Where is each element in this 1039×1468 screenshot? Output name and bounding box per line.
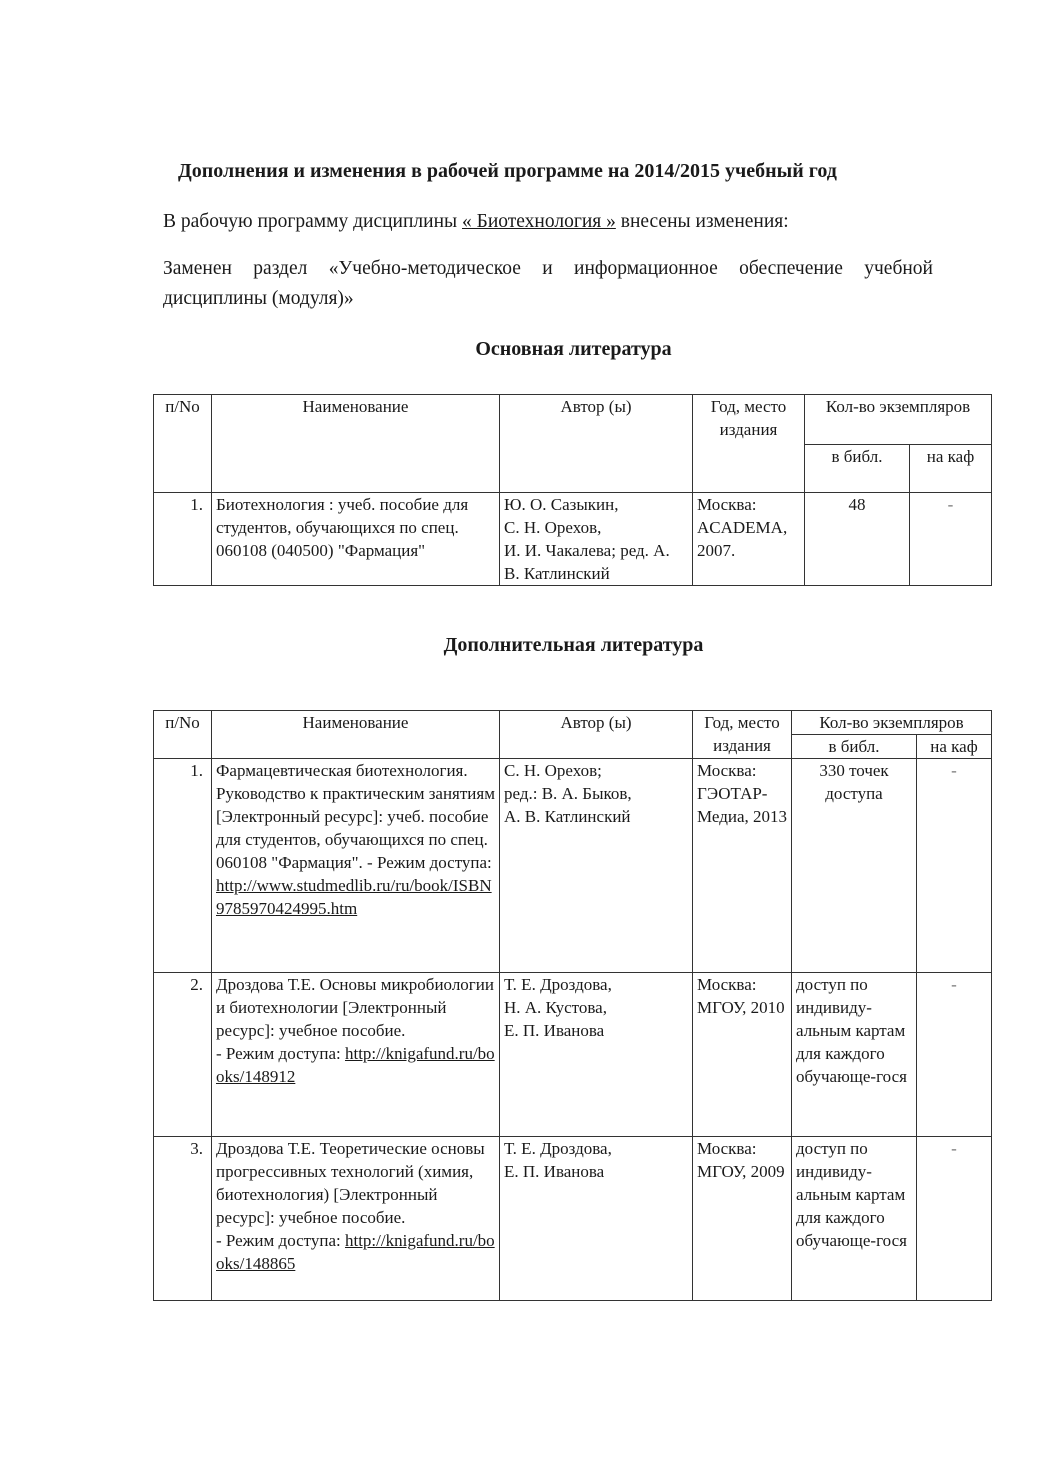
header-author: Автор (ы) [500, 395, 693, 493]
row-link[interactable]: http://www.studmedlib.ru/ru/book/ISBN9785970424995.htm [216, 876, 492, 918]
row-name-text: Дроздова Т.Е. Основы микробиологии и биотехнологии [Электронный ресурс]: учебное пособие. - Режим доступа: [216, 975, 494, 1063]
extra-literature-table [153, 710, 992, 1301]
table-header-row [154, 711, 992, 735]
row-author: С. Н. Орехов; ред.: В. А. Быков, А. В. Катлинский [500, 759, 693, 973]
intro-suffix: внесены изменения: [615, 211, 789, 232]
replaced-section-paragraph: Заменен раздел «Учебно-методическое и информационное обеспечение учебной дисциплины (модуля)» [163, 258, 933, 309]
row-dept: - [917, 759, 992, 973]
row-lib: 330 точек доступа [792, 759, 917, 973]
row-lib: доступ по индивиду-альным картам для каждого обучающе-гося [792, 1137, 917, 1301]
extra-literature-heading: Дополнительная литература [443, 634, 704, 656]
discipline-name: « Биотехнология » [462, 211, 616, 232]
row-lib: доступ по индивиду-альным картам для каждого обучающе-гося [792, 973, 917, 1137]
row-num: 3. [154, 1137, 212, 1301]
row-num: 2. [154, 973, 212, 1137]
header-name: Наименование [212, 711, 500, 759]
row-year: Москва: ГЭОТАР-Медиа, 2013 [693, 759, 792, 973]
header-year: Год, место издания [693, 711, 792, 759]
table-row [154, 1137, 992, 1301]
row-num: 1. [154, 759, 212, 973]
table-row [154, 493, 992, 586]
header-author: Автор (ы) [500, 711, 693, 759]
row-dept: - [917, 973, 992, 1137]
row-name-text: Фармацевтическая биотехнология. Руководство к практическим занятиям [Электронный ресурс]: учеб. пособие для студентов, обучающихся по спец. 060108 "Фармация". - Режим доступа: [216, 761, 495, 872]
row-name [212, 759, 500, 973]
row-year: Москва: МГОУ, 2009 [693, 1137, 792, 1301]
row-year: Москва: МГОУ, 2010 [693, 973, 792, 1137]
row-name: Биотехнология : учеб. пособие для студентов, обучающихся по спец. 060108 (040500) "Фармация" [212, 493, 500, 586]
row-dept: - [917, 1137, 992, 1301]
row-author: Т. Е. Дроздова, Е. П. Иванова [500, 1137, 693, 1301]
row-author: Т. Е. Дроздова, Н. А. Кустова, Е. П. Иванова [500, 973, 693, 1137]
header-copies: Кол-во экземпляров [805, 395, 992, 445]
header-dept: на каф [910, 445, 992, 493]
row-num: 1. [154, 493, 212, 586]
table-row [154, 973, 992, 1137]
header-dept: на каф [917, 735, 992, 759]
row-dept: - [910, 493, 992, 586]
row-name-text: Дроздова Т.Е. Теоретические основы прогрессивных технологий (химия, биотехнология) [Электронный ресурс]: учебное пособие. - Режим доступа: [216, 1139, 485, 1250]
row-lib: 48 [805, 493, 910, 586]
intro-prefix: В рабочую программу дисциплины [163, 211, 462, 232]
header-num: п/No [154, 711, 212, 759]
row-year: Москва: ACADEMA, 2007. [693, 493, 805, 586]
header-num: п/No [154, 395, 212, 493]
header-year: Год, место издания [693, 395, 805, 493]
main-literature-table [153, 394, 992, 586]
header-copies: Кол-во экземпляров [792, 711, 992, 735]
header-name: Наименование [212, 395, 500, 493]
page-title: Дополнения и изменения в рабочей программе на 2014/2015 учебный год [178, 160, 837, 182]
row-link[interactable]: http://knigafund.ru/books/148912 [216, 1044, 495, 1086]
row-author: Ю. О. Сазыкин, С. Н. Орехов, И. И. Чакалева; ред. А. В. Катлинский [500, 493, 693, 586]
table-row [154, 759, 992, 973]
row-name [212, 973, 500, 1137]
row-name [212, 1137, 500, 1301]
table-header-row [154, 395, 992, 445]
header-lib: в библ. [805, 445, 910, 493]
main-literature-heading: Основная литература [475, 338, 672, 360]
header-lib: в библ. [792, 735, 917, 759]
row-link[interactable]: http://knigafund.ru/books/148865 [216, 1231, 495, 1273]
intro-paragraph [163, 207, 933, 237]
